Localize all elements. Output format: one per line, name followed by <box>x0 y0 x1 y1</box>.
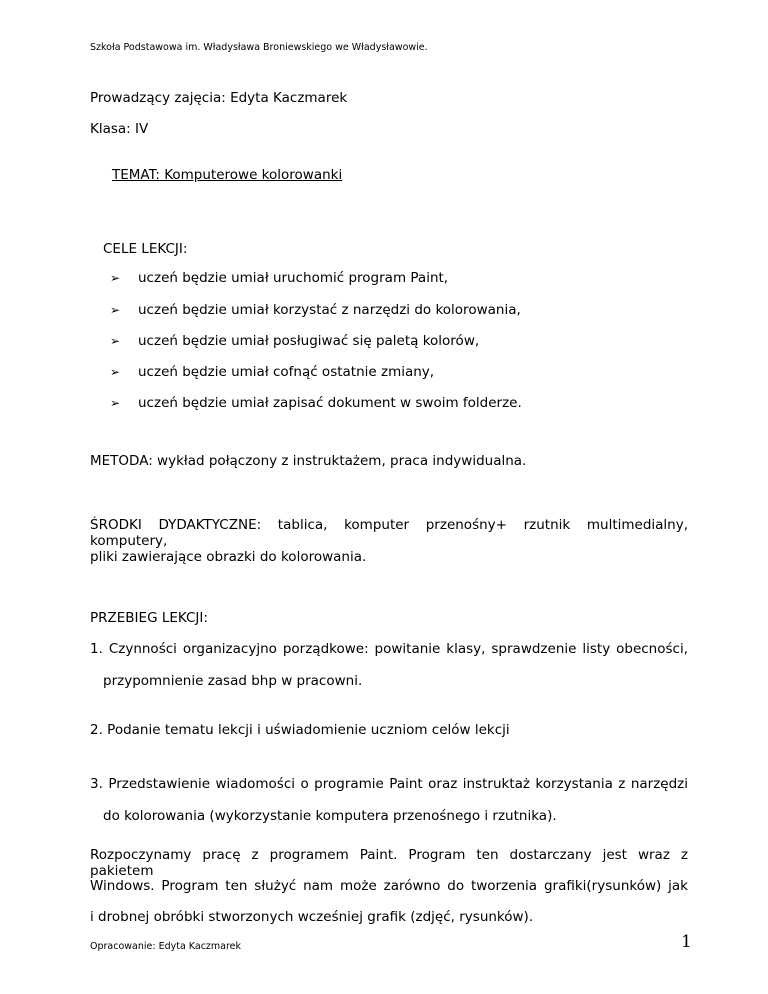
arrow-bullet-icon: ➢ <box>110 396 121 410</box>
goals-heading: CELE LEKCJI: <box>103 241 188 257</box>
step-1-line-2: przypomnienie zasad bhp w pracowni. <box>103 673 363 689</box>
page-header: Szkoła Podstawowa im. Władysława Broniewskiego we Władysławowie. <box>90 42 428 53</box>
arrow-bullet-icon: ➢ <box>110 365 121 379</box>
goal-item: ➢ uczeń będzie umiał korzystać z narzędzi do kolorowania, <box>110 302 521 318</box>
teacher-line: Prowadzący zajęcia: Edyta Kaczmarek <box>90 90 348 106</box>
step-3-line-1: 3. Przedstawienie wiadomości o programie Paint oraz instruktaż korzystania z narzędzi <box>90 776 688 792</box>
paragraph-line-1: Rozpoczynamy pracę z programem Paint. Program ten dostarczany jest wraz z pakietem <box>90 847 688 879</box>
goal-item: ➢ uczeń będzie umiał zapisać dokument w swoim folderze. <box>110 395 522 411</box>
paragraph-line-2: Windows. Program ten służyć nam może zarówno do tworzenia grafiki(rysunków) jak <box>90 878 688 894</box>
paragraph-line-3: i drobnej obróbki stworzonych wcześniej grafik (zdjęć, rysunków). <box>90 909 534 925</box>
arrow-bullet-icon: ➢ <box>110 334 121 348</box>
goal-item: ➢ uczeń będzie umiał cofnąć ostatnie zmiany, <box>110 364 435 380</box>
method-line: METODA: wykład połączony z instruktażem, praca indywidualna. <box>90 453 527 469</box>
resources-line-1: ŚRODKI DYDAKTYCZNE: tablica, komputer przenośny+ rzutnik multimedialny, komputery, <box>90 517 688 549</box>
page-number: 1 <box>681 932 692 952</box>
course-heading: PRZEBIEG LEKCJI: <box>90 610 208 626</box>
step-1-line-1: 1. Czynności organizacyjno porządkowe: powitanie klasy, sprawdzenie listy obecności, <box>90 641 688 657</box>
goal-item: ➢ uczeń będzie umiał uruchomić program Paint, <box>110 270 449 286</box>
class-line: Klasa: IV <box>90 121 149 137</box>
goal-item: ➢ uczeń będzie umiał posługiwać się paletą kolorów, <box>110 333 480 349</box>
arrow-bullet-icon: ➢ <box>110 271 121 285</box>
footer-author: Opracowanie: Edyta Kaczmarek <box>90 941 242 952</box>
arrow-bullet-icon: ➢ <box>110 303 121 317</box>
step-3-line-2: do kolorowania (wykorzystanie komputera przenośnego i rzutnika). <box>103 808 557 824</box>
resources-line-2: pliki zawierające obrazki do kolorowania. <box>90 549 367 565</box>
step-2: 2. Podanie tematu lekcji i uświadomienie uczniom celów lekcji <box>90 722 510 738</box>
lesson-topic: TEMAT: Komputerowe kolorowanki <box>112 167 343 183</box>
